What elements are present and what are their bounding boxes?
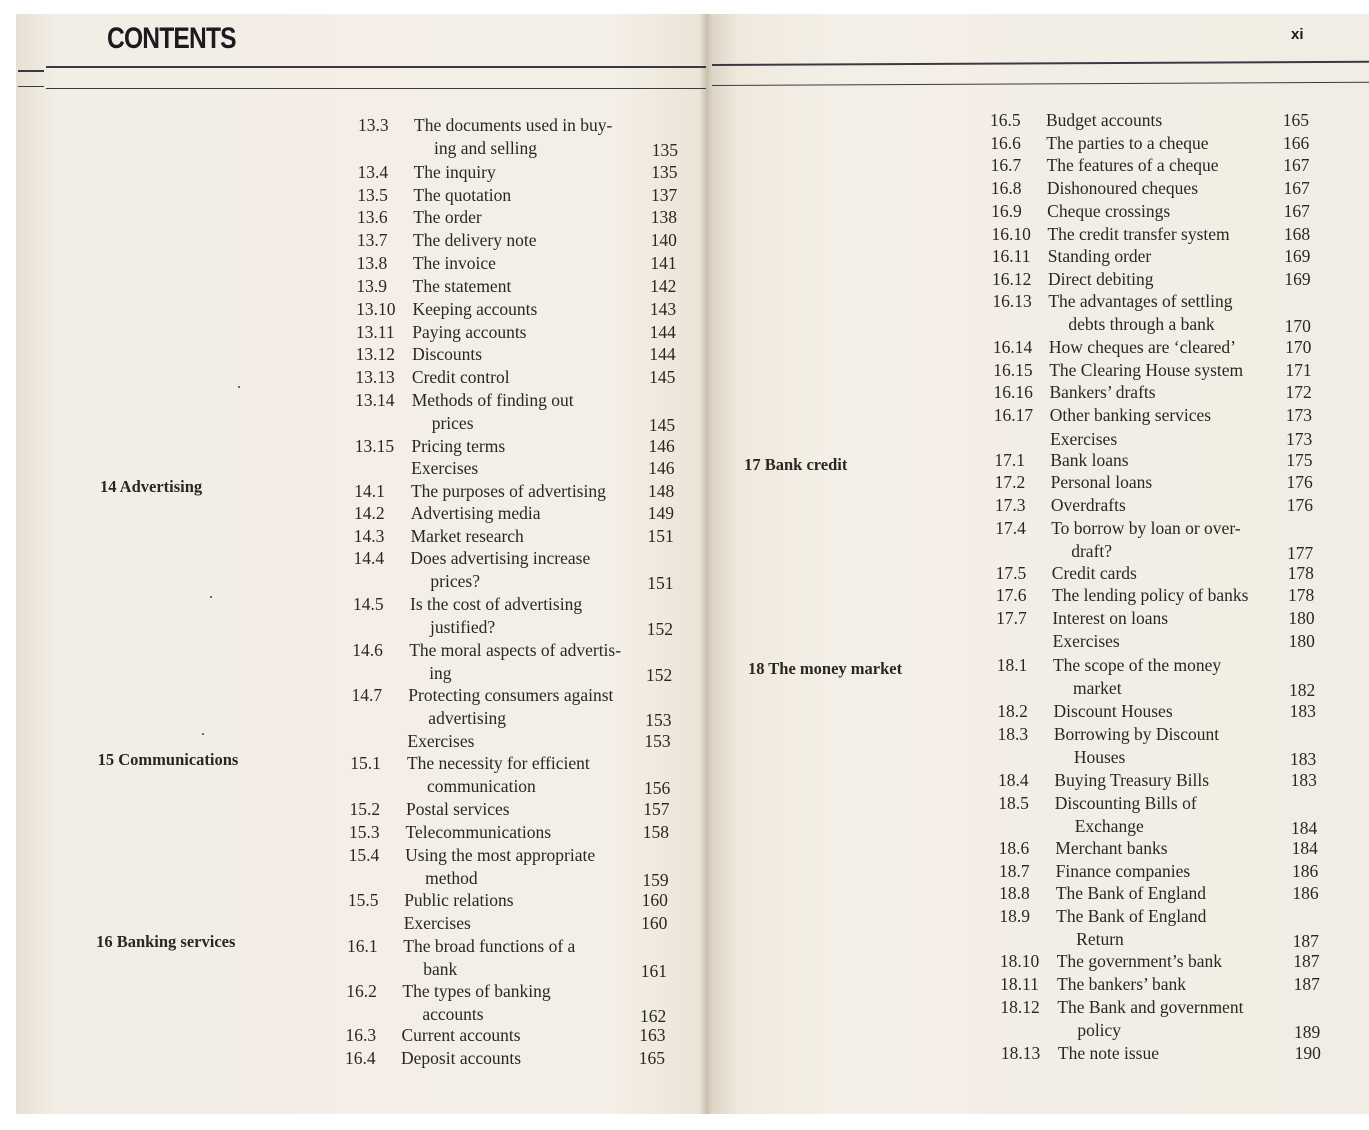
page-ref: 145 <box>649 367 676 387</box>
section-title-continued: Exchange <box>1074 815 1144 836</box>
page-ref: 178 <box>1287 563 1314 583</box>
page-ref: 148 <box>647 481 675 501</box>
section-title: The lending policy of banks <box>1052 585 1249 605</box>
section-number: 18.2 <box>997 701 1028 721</box>
section-title: The delivery note <box>413 230 537 250</box>
page-ref: 184 <box>1291 817 1318 838</box>
section-number: 16.4 <box>345 1048 376 1068</box>
page-ref: 187 <box>1293 951 1320 971</box>
page-ref: 151 <box>647 526 674 546</box>
section-title: The scope of the money <box>1052 655 1222 675</box>
page-ref: 146 <box>648 436 675 456</box>
section-number: 16.1 <box>347 936 378 956</box>
page-ref: 144 <box>649 322 676 342</box>
section-number: 16.16 <box>993 382 1033 402</box>
section-title: The credit transfer system <box>1047 224 1230 244</box>
section-number: 15.2 <box>349 799 381 819</box>
section-number: 18.9 <box>999 906 1031 926</box>
section-title-continued: draft? <box>1071 540 1113 561</box>
page-ref: 156 <box>644 777 671 798</box>
section-title: How cheques are ‘cleared’ <box>1048 337 1236 357</box>
page-ref: 160 <box>641 913 668 933</box>
section-number: 16.5 <box>990 110 1021 130</box>
section-title: To borrow by loan or over- <box>1051 518 1241 538</box>
page-ref: 157 <box>643 799 670 819</box>
page-ref: 165 <box>638 1048 666 1068</box>
book-spine <box>700 14 714 1114</box>
section-number: 13.3 <box>358 115 389 135</box>
section-title: The Bank of England <box>1055 883 1207 903</box>
section-title: Telecommunications <box>405 822 552 842</box>
page-ref: 153 <box>645 709 672 730</box>
page-ref: 182 <box>1289 679 1316 700</box>
page-ref: 175 <box>1286 450 1313 470</box>
page-ref: 180 <box>1288 631 1315 651</box>
section-title: The bankers’ bank <box>1057 974 1186 994</box>
page-ref: 135 <box>651 162 678 182</box>
section-number: 17.5 <box>995 563 1027 583</box>
page-ref: 146 <box>648 458 675 478</box>
section-title: The government’s bank <box>1056 951 1222 971</box>
section-number: 13.9 <box>356 276 387 296</box>
section-title-continued: method <box>425 867 478 888</box>
section-title: The inquiry <box>413 162 496 182</box>
chapter-heading: 15 Communications <box>97 750 239 769</box>
section-number: 17.4 <box>995 518 1026 538</box>
page-ref: 176 <box>1286 472 1313 492</box>
section-title: Cheque crossings <box>1047 201 1171 221</box>
page-ref: 141 <box>650 253 677 273</box>
section-number: 18.7 <box>998 861 1030 881</box>
section-title-continued: ing and selling <box>434 137 538 158</box>
section-number: 17.2 <box>994 472 1026 492</box>
page-ref: 168 <box>1283 224 1311 244</box>
section-number: 14.1 <box>354 481 385 501</box>
section-title: Discounts <box>412 344 483 364</box>
chapter-heading: 17 Bank credit <box>744 455 848 474</box>
section-number: 16.6 <box>990 133 1021 153</box>
section-title: The Clearing House system <box>1049 360 1244 380</box>
section-title: The moral aspects of advertis- <box>409 640 622 660</box>
section-number: 14.5 <box>353 594 384 614</box>
section-title: The features of a cheque <box>1046 155 1219 175</box>
page-ref: 167 <box>1283 201 1310 221</box>
page-ref: 186 <box>1292 861 1319 881</box>
section-title-continued: prices? <box>430 570 480 591</box>
section-number: 13.12 <box>355 344 395 364</box>
section-title: Methods of finding out <box>411 390 574 410</box>
page-ref: 162 <box>639 1005 667 1026</box>
page-ref: 145 <box>648 414 676 435</box>
speck-mark <box>210 596 212 598</box>
page-edge-mark-1 <box>18 70 44 72</box>
page-ref: 177 <box>1287 542 1314 563</box>
section-number: 16.7 <box>990 155 1022 175</box>
section-number: 18.10 <box>999 951 1040 971</box>
page-ref: 152 <box>646 664 673 685</box>
section-title-continued: justified? <box>430 616 496 637</box>
section-title: Advertising media <box>410 503 541 523</box>
section-number: 15.5 <box>347 890 379 910</box>
section-number: 18.13 <box>1000 1043 1041 1063</box>
section-number: 16.15 <box>993 360 1033 380</box>
section-title: The note issue <box>1057 1043 1159 1063</box>
page-ref: 158 <box>642 822 670 842</box>
section-title: Protecting consumers against <box>408 685 614 705</box>
section-title: The purposes of advertising <box>410 481 606 501</box>
page-ref: 186 <box>1292 883 1319 903</box>
section-number: 18.1 <box>996 655 1028 675</box>
page-ref: 169 <box>1284 246 1311 266</box>
section-number: 13.10 <box>356 299 396 319</box>
section-number: 16.3 <box>345 1025 377 1045</box>
page-ref: 143 <box>649 299 677 319</box>
page-ref: 173 <box>1285 405 1313 425</box>
section-title: Exercises <box>403 913 471 933</box>
section-title-continued: prices <box>431 412 474 433</box>
page-ref: 187 <box>1292 930 1319 951</box>
section-title: Borrowing by Discount <box>1053 724 1220 744</box>
section-title-continued: communication <box>426 775 536 796</box>
section-title-continued: bank <box>423 958 458 979</box>
left-header-rule-bottom <box>46 88 706 89</box>
page-ref: 183 <box>1290 748 1317 769</box>
section-title: Pricing terms <box>411 436 506 456</box>
page-ref: 184 <box>1291 838 1318 858</box>
page-ref: 149 <box>647 503 674 523</box>
section-title: Direct debiting <box>1048 269 1154 289</box>
section-title: Is the cost of advertising <box>410 594 583 614</box>
section-number: 16.11 <box>991 246 1031 266</box>
page-ref: 190 <box>1294 1043 1321 1063</box>
section-number: 16.8 <box>990 178 1022 198</box>
section-title: Dishonoured cheques <box>1046 178 1199 198</box>
section-title-continued: ing <box>429 662 452 683</box>
page-ref: 159 <box>642 869 669 890</box>
section-number: 13.13 <box>355 367 395 387</box>
page-ref: 183 <box>1289 701 1316 721</box>
section-title: Postal services <box>406 799 510 819</box>
page-ref: 142 <box>650 276 677 296</box>
section-number: 13.8 <box>356 253 388 273</box>
section-number: 16.9 <box>991 201 1022 221</box>
section-title: The documents used in buy- <box>414 115 613 135</box>
section-title: The advantages of settling <box>1048 291 1233 311</box>
section-title: Standing order <box>1047 246 1152 266</box>
section-title: The types of banking <box>402 981 551 1001</box>
page-ref: 151 <box>647 572 674 593</box>
section-title: Bank loans <box>1050 450 1129 470</box>
section-number: 18.4 <box>997 770 1029 790</box>
section-number: 15.3 <box>349 822 380 842</box>
section-title-continued: advertising <box>428 707 507 728</box>
speck-mark <box>202 733 204 735</box>
page-ref: 176 <box>1286 495 1313 515</box>
section-number: 14.3 <box>353 526 385 546</box>
section-number: 18.5 <box>998 793 1029 813</box>
section-number: 15.4 <box>348 845 380 865</box>
section-number: 17.6 <box>995 585 1027 605</box>
section-title: Exercises <box>1052 631 1120 651</box>
section-title: Credit cards <box>1051 563 1137 583</box>
section-title: Exercises <box>407 731 475 751</box>
section-title: Paying accounts <box>412 322 527 342</box>
section-number: 16.13 <box>992 291 1032 311</box>
section-title: Discounting Bills of <box>1054 793 1197 813</box>
page-ref: 170 <box>1285 337 1312 357</box>
section-number: 13.7 <box>356 230 388 250</box>
page-ref: 167 <box>1283 155 1310 175</box>
section-title: The parties to a cheque <box>1046 133 1209 153</box>
section-title: Public relations <box>404 890 514 910</box>
speck-mark <box>238 386 240 388</box>
section-number: 13.14 <box>355 390 395 410</box>
section-number: 18.8 <box>999 883 1030 903</box>
page-ref: 183 <box>1290 770 1317 790</box>
section-title: The necessity for efficient <box>406 753 590 773</box>
section-title: Market research <box>410 526 524 546</box>
section-title: Deposit accounts <box>401 1048 522 1068</box>
page-ref: 173 <box>1286 429 1313 449</box>
section-title: Bankers’ drafts <box>1049 382 1156 402</box>
section-number: 16.12 <box>992 269 1032 289</box>
section-title: Overdrafts <box>1050 495 1126 515</box>
section-number: 16.10 <box>991 224 1031 244</box>
page-ref: 187 <box>1293 974 1320 994</box>
page-ref: 171 <box>1285 360 1312 380</box>
section-title: The Bank of England <box>1056 906 1207 926</box>
page-ref: 160 <box>641 890 668 910</box>
page-ref: 169 <box>1284 269 1311 289</box>
section-number: 18.3 <box>997 724 1029 744</box>
page-ref: 166 <box>1282 133 1310 153</box>
page-ref: 165 <box>1282 110 1309 130</box>
section-number: 13.11 <box>355 322 395 342</box>
section-number: 18.11 <box>1000 974 1039 994</box>
section-number: 14.7 <box>351 685 383 705</box>
section-title: Personal loans <box>1050 472 1153 492</box>
section-title: The order <box>413 207 482 227</box>
section-number: 14.4 <box>353 548 385 568</box>
page-number: xi <box>1291 26 1304 43</box>
section-title-continued: accounts <box>422 1003 484 1024</box>
section-number: 14.2 <box>354 503 385 523</box>
section-title-continued: policy <box>1077 1019 1122 1040</box>
chapter-heading: 18 The money market <box>747 659 903 678</box>
section-number: 16.14 <box>992 337 1033 357</box>
chapter-heading: 16 Banking services <box>96 932 236 951</box>
section-number: 14.6 <box>352 640 383 660</box>
section-title-continued: Houses <box>1073 746 1126 767</box>
page-ref: 180 <box>1288 608 1315 628</box>
section-title: Exercises <box>411 458 479 478</box>
section-number: 16.17 <box>993 405 1034 425</box>
page-ref: 137 <box>651 185 678 205</box>
section-title: Discount Houses <box>1053 701 1173 721</box>
page-ref: 138 <box>650 207 678 227</box>
section-title: Other banking services <box>1049 405 1212 425</box>
section-title-continued: Return <box>1076 928 1124 949</box>
section-number: 17.7 <box>996 608 1027 628</box>
page-ref: 163 <box>639 1025 666 1045</box>
section-title: Interest on loans <box>1052 608 1169 628</box>
section-title: Does advertising increase <box>410 548 591 568</box>
section-title: The statement <box>412 276 512 296</box>
section-number: 13.4 <box>357 162 389 182</box>
section-number: 18.6 <box>998 838 1030 858</box>
left-header-rule-top <box>46 66 706 68</box>
page-edge-mark-2 <box>18 86 44 87</box>
page-ref: 170 <box>1284 315 1311 336</box>
section-title: Current accounts <box>401 1025 521 1045</box>
section-number: 13.6 <box>357 207 388 227</box>
section-title: Credit control <box>411 367 510 387</box>
section-number: 15.1 <box>350 753 381 773</box>
section-title: The Bank and government <box>1057 997 1244 1017</box>
page-ref: 172 <box>1285 382 1312 402</box>
section-title: Finance companies <box>1055 861 1191 881</box>
section-title: Exercises <box>1050 429 1118 449</box>
contents-title: CONTENTS <box>107 22 236 55</box>
section-number: 17.1 <box>994 450 1025 470</box>
section-title: The invoice <box>412 253 496 273</box>
page-ref: 144 <box>649 344 676 364</box>
section-number: 16.2 <box>346 981 377 1001</box>
page-ref: 189 <box>1293 1021 1321 1042</box>
chapter-heading: 14 Advertising <box>99 477 203 496</box>
section-title: Using the most appropriate <box>405 845 596 865</box>
page-ref: 135 <box>651 139 678 160</box>
section-title-continued: debts through a bank <box>1068 313 1215 334</box>
section-number: 18.12 <box>1000 997 1040 1017</box>
section-title: Merchant banks <box>1055 838 1168 858</box>
page-ref: 161 <box>640 960 668 981</box>
section-number: 17.3 <box>994 495 1026 515</box>
section-number: 13.5 <box>357 185 388 205</box>
section-title: Buying Treasury Bills <box>1054 770 1210 790</box>
section-title: Keeping accounts <box>412 299 538 319</box>
section-title: Budget accounts <box>1046 110 1163 130</box>
section-title-continued: market <box>1072 677 1122 698</box>
page-ref: 167 <box>1283 178 1310 198</box>
page-ref: 178 <box>1287 585 1315 605</box>
section-title: The quotation <box>413 185 512 205</box>
page-ref: 152 <box>646 618 674 639</box>
page-ref: 140 <box>650 230 677 250</box>
section-number: 13.15 <box>354 436 395 456</box>
page-ref: 153 <box>644 731 671 751</box>
section-title: The broad functions of a <box>403 936 576 956</box>
